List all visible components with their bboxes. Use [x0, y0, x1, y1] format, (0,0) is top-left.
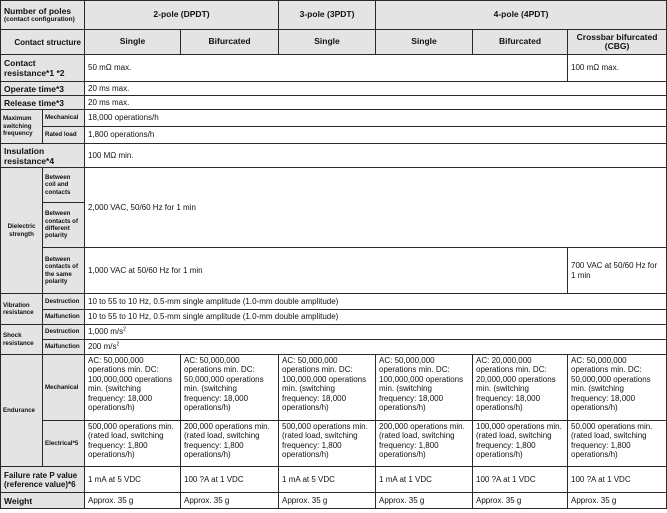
- release-time-value: 20 ms max.: [85, 96, 667, 110]
- col-2p-bifurcated: Bifurcated: [181, 30, 279, 55]
- switching-mechanical-label: Mechanical: [43, 110, 85, 127]
- header-row-poles: [1, 1, 667, 30]
- endurance-electrical-3p-single: 500,000 operations min. (rated load, switching frequency: 1,800 operations/h): [279, 421, 376, 467]
- header-row-contact-structure: [1, 30, 667, 55]
- weight-2p-single: Approx. 35 g: [85, 493, 181, 509]
- row-dielectric-coil: [1, 168, 667, 203]
- row-insulation: [1, 144, 667, 168]
- endurance-mechanical-2p-bifurcated: AC: 50,000,000 operations min. DC: 50,000,000 operations min. (switching frequency: 18,000 operations/h): [181, 355, 279, 421]
- insulation-value: 100 MΩ min.: [85, 144, 667, 168]
- endurance-label: Endurance: [1, 355, 43, 467]
- vibration-destruction-label: Destruction: [43, 294, 85, 310]
- failure-rate-4p-single: 1 mA at 1 VDC: [376, 467, 473, 493]
- failure-rate-3p-single: 1 mA at 5 VDC: [279, 467, 376, 493]
- dielectric-coil-label: Between coil and contacts: [43, 168, 85, 203]
- switching-rated-label: Rated load: [43, 127, 85, 144]
- vibration-label: Vibration resistance: [1, 294, 43, 325]
- vibration-destruction-value: 10 to 55 to 10 Hz, 0.5-mm single amplitude (1.0-mm double amplitude): [85, 294, 667, 310]
- weight-2p-bifurcated: Approx. 35 g: [181, 493, 279, 509]
- contact-resistance-value: 50 mΩ max.: [85, 55, 568, 82]
- shock-label: Shock resistance: [1, 325, 43, 355]
- dielectric-same-label: Between contacts of the same polarity: [43, 248, 85, 294]
- row-dielectric-same: [1, 248, 667, 294]
- endurance-mechanical-3p-single: AC: 50,000,000 operations min. DC: 100,000,000 operations min. (switching frequency: 18,000 operations/h): [279, 355, 376, 421]
- pole2-header: 2-pole (DPDT): [85, 1, 279, 30]
- shock-malfunction-unit-sup: 2: [116, 341, 120, 348]
- failure-rate-label: Failure rate P value (reference value)*6: [1, 467, 85, 493]
- weight-label: Weight: [1, 493, 85, 509]
- pole3-header: 3-pole (3PDT): [279, 1, 376, 30]
- shock-malfunction-label: Malfunction: [43, 340, 85, 355]
- shock-malfunction-text: 200 m/s: [88, 342, 117, 352]
- switching-mechanical-value: 18,000 operations/h: [85, 110, 667, 127]
- dielectric-same-cbg: 700 VAC at 50/60 Hz for 1 min: [568, 248, 667, 294]
- row-contact-resistance: [1, 55, 667, 82]
- failure-rate-4p-bifurcated: 100 ?A at 1 VDC: [473, 467, 568, 493]
- col-4p-crossbar: Crossbar bifurcated (CBG): [568, 30, 667, 55]
- vibration-malfunction-label: Malfunction: [43, 310, 85, 325]
- poles-sublabel: (contact configuration): [4, 15, 75, 23]
- row-operate-time: [1, 82, 667, 96]
- row-endurance-electrical: [1, 421, 667, 467]
- row-shock-destruction: [1, 325, 667, 340]
- dielectric-label: Dielectric strength: [1, 168, 43, 294]
- row-endurance-mechanical: [1, 355, 667, 421]
- insulation-label: Insulation resistance*4: [1, 144, 85, 168]
- failure-rate-2p-bifurcated: 100 ?A at 1 VDC: [181, 467, 279, 493]
- dielectric-shared-value: 2,000 VAC, 50/60 Hz for 1 min: [85, 168, 667, 248]
- release-time-label: Release time*3: [1, 96, 85, 110]
- endurance-mechanical-label: Mechanical: [43, 355, 85, 421]
- vibration-malfunction-value: 10 to 55 to 10 Hz, 0.5-mm single amplitude (1.0-mm double amplitude): [85, 310, 667, 325]
- dielectric-same-value: 1,000 VAC at 50/60 Hz for 1 min: [85, 248, 568, 294]
- weight-3p-single: Approx. 35 g: [279, 493, 376, 509]
- endurance-mechanical-4p-single: AC: 50,000,000 operations min. DC: 100,000,000 operations min. (switching frequency: 18,000 operations/h): [376, 355, 473, 421]
- failure-rate-4p-crossbar: 100 ?A at 1 VDC: [568, 467, 667, 493]
- col-4p-single: Single: [376, 30, 473, 55]
- endurance-electrical-label: Electrical*5: [43, 421, 85, 467]
- row-vibration-malfunction: [1, 310, 667, 325]
- row-switching-mechanical: [1, 110, 667, 127]
- col-3p-single: Single: [279, 30, 376, 55]
- shock-malfunction-value: [85, 340, 667, 355]
- endurance-electrical-4p-bifurcated: 100,000 operations min. (rated load, switching frequency: 1,800 operations/h): [473, 421, 568, 467]
- contact-resistance-label: Contact resistance*1 *2: [1, 55, 85, 82]
- failure-rate-2p-single: 1 mA at 5 VDC: [85, 467, 181, 493]
- contact-resistance-cbg: 100 mΩ max.: [568, 55, 667, 82]
- row-release-time: [1, 96, 667, 110]
- row-switching-rated: [1, 127, 667, 144]
- row-shock-malfunction: [1, 340, 667, 355]
- operate-time-label: Operate time*3: [1, 82, 85, 96]
- row-failure-rate: [1, 467, 667, 493]
- endurance-mechanical-4p-crossbar: AC: 50,000,000 operations min. DC: 50,000,000 operations min. (switching frequency: 18,000 operations/h): [568, 355, 667, 421]
- pole4-header: 4-pole (4PDT): [376, 1, 667, 30]
- dielectric-different-label: Between contacts of different polarity: [43, 203, 85, 248]
- row-vibration-destruction: [1, 294, 667, 310]
- shock-destruction-unit-sup: 2: [123, 326, 126, 333]
- endurance-electrical-4p-crossbar: 50,000 operations min. (rated load, switching frequency: 1,800 operations/h): [568, 421, 667, 467]
- weight-4p-bifurcated: Approx. 35 g: [473, 493, 568, 509]
- poles-label: Number of poles: [4, 5, 72, 16]
- contact-structure-header: Contact structure: [1, 30, 85, 55]
- endurance-mechanical-2p-single: AC: 50,000,000 operations min. DC: 100,000,000 operations min. (switching frequency: 18,000 operations/h): [85, 355, 181, 421]
- weight-4p-crossbar: Approx. 35 g: [568, 493, 667, 509]
- switching-frequency-label: Maximum switching frequency: [1, 110, 43, 144]
- endurance-mechanical-4p-bifurcated: AC: 20,000,000 operations min. DC: 20,000,000 operations min. (switching frequency: 18,000 operations/h): [473, 355, 568, 421]
- endurance-electrical-2p-bifurcated: 200,000 operations min. (rated load, switching frequency: 1,800 operations/h): [181, 421, 279, 467]
- endurance-electrical-4p-single: 200,000 operations min. (rated load, switching frequency: 1,800 operations/h): [376, 421, 473, 467]
- shock-destruction-label: Destruction: [43, 325, 85, 340]
- col-2p-single: Single: [85, 30, 181, 55]
- weight-4p-single: Approx. 35 g: [376, 493, 473, 509]
- poles-header: [1, 1, 85, 30]
- switching-rated-value: 1,800 operations/h: [85, 127, 667, 144]
- row-weight: [1, 493, 667, 509]
- operate-time-value: 20 ms max.: [85, 82, 667, 96]
- shock-destruction-text: 1,000 m/s: [88, 327, 124, 337]
- endurance-electrical-2p-single: 500,000 operations min. (rated load, switching frequency: 1,800 operations/h): [85, 421, 181, 467]
- shock-destruction-value: [85, 325, 667, 340]
- col-4p-bifurcated: Bifurcated: [473, 30, 568, 55]
